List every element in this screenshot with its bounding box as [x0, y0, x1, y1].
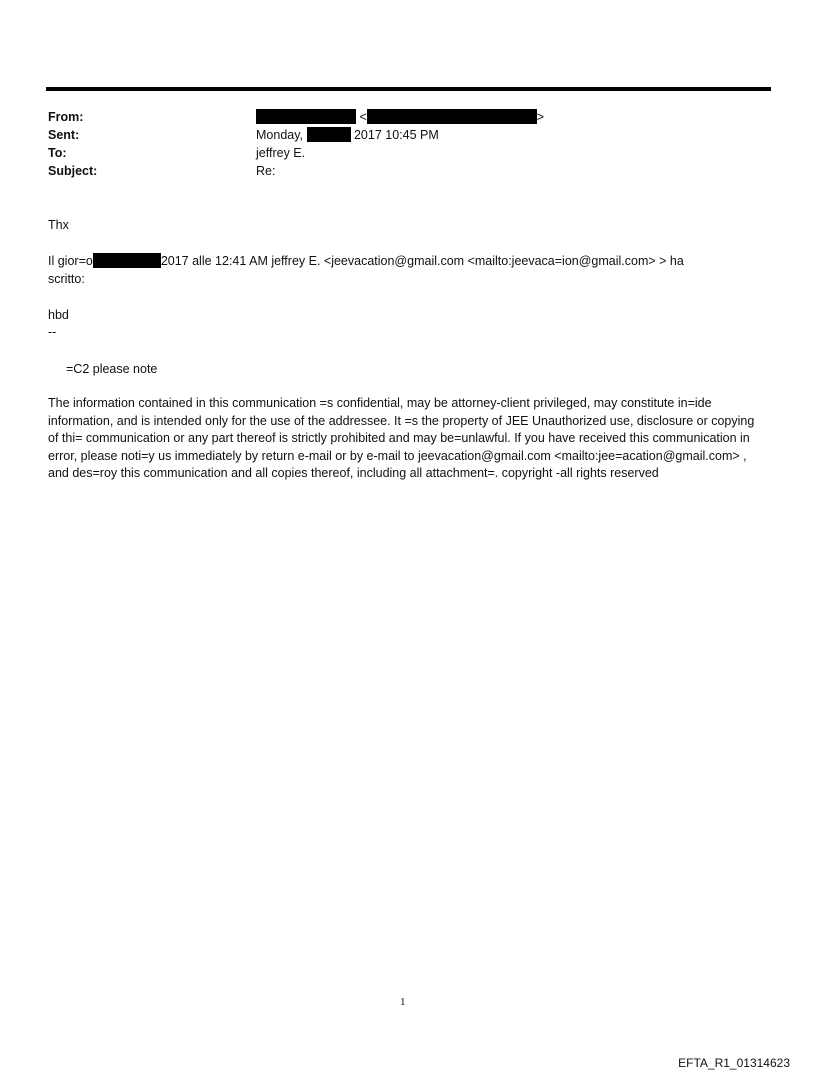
sent-value	[256, 126, 439, 144]
from-bracket-open: <	[359, 110, 367, 124]
sent-row	[48, 126, 748, 144]
sent-prefix: Monday,	[256, 128, 304, 142]
page-number: 1	[400, 996, 406, 1008]
redaction-box	[93, 253, 161, 268]
redaction-box	[307, 127, 351, 142]
reply-text: hbd	[48, 308, 69, 322]
document-id: EFTA_R1_01314623	[678, 1056, 790, 1070]
subject-label: Subject:	[48, 164, 98, 178]
signature-separator: --	[48, 325, 57, 339]
from-value	[256, 108, 544, 126]
subject-value: Re:	[256, 164, 276, 178]
quote-line-2: scritto:	[48, 272, 85, 286]
redaction-box	[367, 109, 537, 124]
sent-label: Sent:	[48, 128, 80, 142]
greeting: Thx	[48, 218, 69, 232]
subject-row	[48, 162, 748, 180]
from-row	[48, 108, 748, 126]
to-label: To:	[48, 146, 67, 160]
to-value: jeffrey E.	[256, 146, 306, 160]
quote-line-1: 2017 alle 12:41 AM jeffrey E. <jeevacation@gmail.com <mailto:jeevaca=ion@gmail.com> > ha	[160, 254, 684, 268]
to-row	[48, 144, 748, 162]
disclaimer-paragraph: The information contained in this communication =s confidential, may be attorney-client privileged, may constitute in=ide information, and is intended only for the use of the addressee. It =s the property of JEE Unauthorized use, disclosure or copying of thi= communication or any part thereof is strictly prohibited and may be=unlawful. If you have received this communication in error, please noti=y us immediately by return e-mail or by e-mail to jeevacation@gmail.com <mailto:jee=acation@gmail.com> , and des=roy this communication and all copies thereof, including all attachment=. copyright -all rights reserved	[48, 396, 755, 480]
sent-suffix: 2017 10:45 PM	[353, 128, 439, 142]
from-label: From:	[48, 110, 84, 124]
note-line: =C2 please note	[66, 362, 158, 376]
quote-prefix: Il gior=o	[48, 254, 93, 268]
from-bracket-close: >	[536, 110, 545, 124]
quote-intro	[48, 252, 768, 270]
redaction-box	[256, 109, 356, 124]
header-rule	[46, 87, 771, 91]
